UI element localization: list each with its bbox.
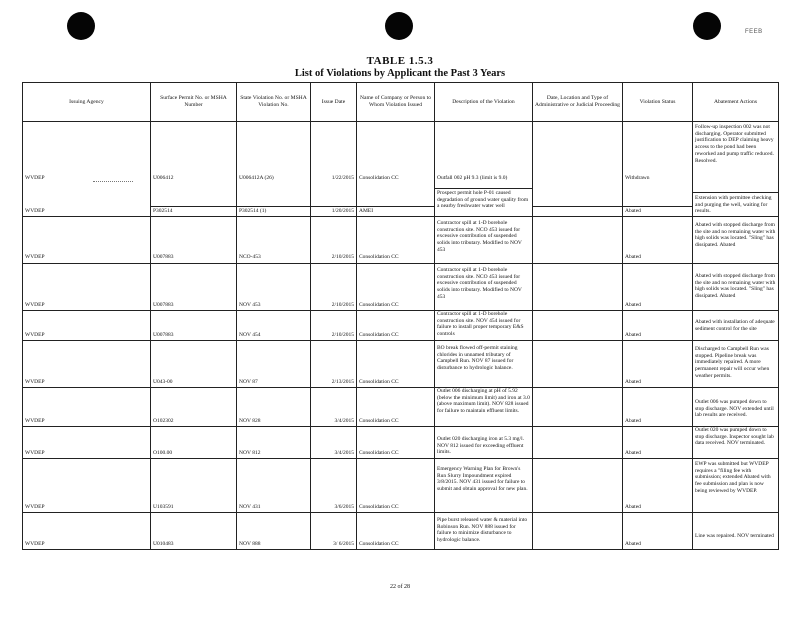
status-cell: [623, 388, 693, 427]
header-violation-number: State Violation No. or MSHA Violation No.: [237, 83, 311, 122]
table-row: [23, 459, 779, 513]
description-cell: [435, 217, 533, 264]
violations-table: [22, 82, 779, 550]
description-text: Contractor spill at 1-D borehole construction site. NCO 453 issued for excessive contribution of suspended solids into tributary. Modified to NOV 453: [437, 267, 522, 300]
status-cell: [623, 459, 693, 513]
punch-hole-right: [693, 12, 721, 40]
table-title: TABLE 1.5.3: [366, 55, 434, 67]
status-text: Abated: [625, 379, 641, 385]
company-cell: [357, 388, 435, 427]
violation-no-cell: [237, 122, 311, 217]
description-cell: [435, 264, 533, 311]
violation-no-cell: [237, 427, 311, 459]
agency-text: WVDEP: [25, 302, 45, 308]
company-cell: [357, 122, 435, 217]
company-cell: [357, 217, 435, 264]
date-cell: [311, 341, 357, 388]
abatement-cell: [693, 264, 779, 311]
date-cell: [311, 217, 357, 264]
proceeding-cell: [533, 459, 623, 513]
violation-no-text: NOV 87: [239, 379, 258, 385]
header-row: [23, 83, 779, 122]
permit-text: U006412: [153, 175, 174, 181]
abatement-text: Abated with stopped discharge from the site and no remaining water with high solids was located. "Sling" has dissipated. Abated: [695, 222, 776, 249]
header-abatement: Abatement Actions: [693, 83, 779, 122]
header-issue-date: Issue Date: [311, 83, 357, 122]
permit-cell: [151, 459, 237, 513]
date-cell: [311, 264, 357, 311]
abatement-text: Abated with installation of adequate sediment control for the site: [695, 319, 775, 332]
date-text: 3/4/2015: [334, 418, 354, 424]
agency-cell: [23, 341, 151, 388]
status-cell: [623, 264, 693, 311]
table-row: [23, 388, 779, 427]
agency-cell: [23, 388, 151, 427]
abatement-cell: [693, 311, 779, 341]
violation-no-text: NOV 454: [239, 332, 261, 338]
abatement-cell: [693, 341, 779, 388]
permit-text: U103591: [153, 504, 174, 510]
permit-cell: [151, 513, 237, 550]
status-cell: [623, 311, 693, 341]
abatement-cell: [693, 122, 779, 217]
status-cell: [623, 217, 693, 264]
agency-text: WVDEP: [25, 254, 45, 260]
agency-cell: [23, 459, 151, 513]
date-cell: [311, 311, 357, 341]
company-cell: [357, 459, 435, 513]
company-cell: [357, 513, 435, 550]
status-text: Abated: [625, 302, 641, 308]
status-cell: [623, 513, 693, 550]
agency-text: WVDEP: [25, 175, 45, 181]
status-cell: [623, 341, 693, 388]
company-text: Consolidation CC: [359, 302, 399, 308]
agency-cell: [23, 217, 151, 264]
description-cell: [435, 122, 533, 217]
company-text: Consolidation CC: [359, 418, 399, 424]
description-text: Outlet 006 discharging at pH of 5.92 (below the minimum limit) and iron at 3.0 (above maximum limit). NOV 828 issued for failure to maintain effluent limits.: [437, 388, 530, 415]
violation-no-cell: [237, 513, 311, 550]
violation-no-text: NOV 812: [239, 450, 261, 456]
violation-no-cell: [237, 341, 311, 388]
description-cell: [435, 311, 533, 341]
violation-no-text: NOV 888: [239, 541, 261, 547]
permit-cell: [151, 341, 237, 388]
agency-cell: [23, 427, 151, 459]
company-text: Consolidation CC: [359, 175, 399, 181]
date-cell: [311, 513, 357, 550]
violation-no-text: NOV 431: [239, 504, 261, 510]
agency-cell: [23, 311, 151, 341]
description-text: BO break flowed off-permit staining chlorides in unnamed tributary of Campbell Run. NOV 87 issued for disturbance to hydrologic balance.: [437, 345, 518, 372]
abatement-text: Follow-up inspection 002 was not discharging. Operator submitted justification to DEP claiming heavy access to the pond had been reworked and pump traffic reduced. Resolved.: [695, 124, 774, 164]
table-row: [23, 311, 779, 341]
violation-no-text: P302514 (1): [239, 208, 267, 214]
date-cell: [311, 122, 357, 217]
date-cell: [311, 427, 357, 459]
company-text: Consolidation CC: [359, 450, 399, 456]
date-text: 1/22/2015: [331, 175, 354, 181]
violation-no-text: NOV 828: [239, 418, 261, 424]
date-text: 1/20/2015: [331, 208, 354, 214]
company-text: AMEI: [359, 208, 374, 214]
status-cell: [623, 427, 693, 459]
abatement-text: Outlet 006 was pumped down to stop discharge. NOV extended until lab results are received.: [695, 399, 774, 419]
abatement-cell: [693, 217, 779, 264]
abatement-text: Extension with permittee checking and purging the well, waiting for results.: [695, 195, 772, 215]
abatement-text: Abated with stopped discharge from the site and no remaining water with high solids was located. "Sling" has dissipated. Abated: [695, 273, 776, 300]
violation-no-text: U006412A (26): [239, 175, 274, 181]
description-cell: [435, 427, 533, 459]
status-text: Abated: [625, 332, 641, 338]
proceeding-cell: [533, 217, 623, 264]
abatement-text: EWP was submitted but WVDEP requires a "filing fee with submission; extended Abated with fee submission and plan is now being reviewed by WVDEP.: [695, 461, 771, 494]
permit-text: U043-00: [153, 379, 173, 385]
proceeding-cell: [533, 264, 623, 311]
permit-text: P302514: [153, 208, 173, 214]
corner-mark: FEEB: [745, 29, 763, 35]
violation-no-cell: [237, 459, 311, 513]
status-text: Abated: [625, 504, 641, 510]
description-cell: [435, 388, 533, 427]
permit-cell: [151, 388, 237, 427]
table-row: [23, 427, 779, 459]
header-proceeding: Date, Location and Type of Administrative or Judicial Proceeding: [533, 83, 623, 122]
violation-no-cell: [237, 388, 311, 427]
agency-text: WVDEP: [25, 379, 45, 385]
proceeding-cell: [533, 341, 623, 388]
agency-text: WVDEP: [25, 450, 45, 456]
permit-text: U007883: [153, 254, 174, 260]
proceeding-cell: [533, 513, 623, 550]
company-cell: [357, 427, 435, 459]
date-cell: [311, 388, 357, 427]
description-text: Contractor spill at 1-D borehole construction site. NCO 453 issued for excessive contribution of suspended solids into tributary. Modified to NOV 453: [437, 220, 522, 253]
permit-cell: [151, 427, 237, 459]
violation-no-cell: [237, 264, 311, 311]
description-text: Outlet 020 discharging iron at 5.3 mg/l. NOV 812 issued for exceeding effluent limits.: [437, 436, 524, 456]
abatement-cell: [693, 427, 779, 459]
header-status: Violation Status: [623, 83, 693, 122]
table-row: [23, 341, 779, 388]
proceeding-cell: [533, 311, 623, 341]
date-text: 2/10/2015: [331, 254, 354, 260]
violation-no-text: NCO-453: [239, 254, 261, 260]
table-row: [23, 217, 779, 264]
page-number: 22 of 28: [390, 584, 410, 590]
company-text: Consolidation CC: [359, 379, 399, 385]
table-row: [23, 513, 779, 550]
permit-cell: [151, 311, 237, 341]
company-cell: [357, 311, 435, 341]
date-text: 2/10/2015: [331, 332, 354, 338]
date-text: 3/6/2015: [334, 504, 354, 510]
violation-no-text: NOV 453: [239, 302, 261, 308]
date-text: 2/13/2015: [331, 379, 354, 385]
status-text: Abated: [625, 254, 641, 260]
agency-text: WVDEP: [25, 418, 45, 424]
permit-text: O100.00: [153, 450, 173, 456]
description-text: Contractor spill at 1-D borehole construction site. NOV 454 issued for failure to install proper temporary E&S controls: [437, 311, 524, 338]
header-company: Name of Company or Person to Whom Violation Issued: [357, 83, 435, 122]
agency-text: WVDEP: [25, 541, 45, 547]
company-text: Consolidation CC: [359, 254, 399, 260]
description-cell: [435, 341, 533, 388]
table-row: [23, 264, 779, 311]
agency-cell: [23, 513, 151, 550]
company-text: Consolidation CC: [359, 541, 399, 547]
permit-cell: [151, 264, 237, 311]
description-text: Emergency Warning Plan for Brown's Run Slurry Impoundment expired 3/8/2015. NOV 431 issued for failure to submit and obtain approval for new plan.: [437, 466, 528, 493]
header-description: Description of the Violation: [435, 83, 533, 122]
date-text: 3/4/2015: [334, 450, 354, 456]
description-cell: [435, 459, 533, 513]
description-text: Prospect permit hole P-01 caused degradation of ground water quality from a nearby freshwater water well: [437, 190, 529, 210]
agency-text: WVDEP: [25, 504, 45, 510]
violation-no-cell: [237, 217, 311, 264]
permit-cell: [151, 122, 237, 217]
punch-hole-center: [385, 12, 413, 40]
agency-cell: [23, 264, 151, 311]
permit-cell: [151, 217, 237, 264]
proceeding-cell: [533, 427, 623, 459]
status-cell: [623, 122, 693, 217]
status-text: Abated: [625, 418, 641, 424]
header-issuing-agency: Issuing Agency: [23, 83, 151, 122]
date-text: 3/ 6/2015: [333, 541, 354, 547]
abatement-text: Outlet 020 was pumped down to stop discharge. Inspector sought lab data received. NOV terminated.: [695, 427, 774, 447]
abatement-cell: [693, 388, 779, 427]
table-subtitle: List of Violations by Applicant the Past 3 Years: [294, 68, 506, 79]
abatement-cell: [693, 513, 779, 550]
violation-no-cell: [237, 311, 311, 341]
proceeding-cell: [533, 388, 623, 427]
status-text: Abated: [625, 450, 641, 456]
company-text: Consolidation CC: [359, 504, 399, 510]
agency-text: WVDEP: [25, 208, 45, 214]
description-cell: [435, 513, 533, 550]
date-cell: [311, 459, 357, 513]
agency-cell: [23, 122, 151, 217]
punch-hole-left: [67, 12, 95, 40]
company-text: Consolidation CC: [359, 332, 399, 338]
date-text: 2/10/2015: [331, 302, 354, 308]
agency-text: WVDEP: [25, 332, 45, 338]
header-permit-number: Surface Permit No. or MSHA Number: [151, 83, 237, 122]
permit-text: U007883: [153, 332, 174, 338]
table-row: [23, 122, 779, 217]
status-text: Withdrawn: [625, 175, 650, 181]
permit-text: U010483: [153, 541, 174, 547]
status-text: Abated: [625, 208, 641, 214]
dotted-rule: [93, 181, 133, 182]
company-cell: [357, 341, 435, 388]
description-text: Outfall 002 pH 9.3 (limit is 9.0): [437, 175, 508, 181]
company-cell: [357, 264, 435, 311]
abatement-text: Discharged to Campbell Run was stopped. Pipeline break was immediately repaired. A more permanent repair will occur when weather permits.: [695, 346, 770, 379]
abatement-text: Line was repaired. NOV terminated: [695, 533, 774, 539]
permit-text: O102302: [153, 418, 174, 424]
abatement-cell: [693, 459, 779, 513]
description-text: Pipe burst released water & material into Robinson Run. NOV 888 issued for failure to minimize disturbance to hydrologic balance.: [437, 517, 528, 544]
permit-text: U007883: [153, 302, 174, 308]
status-text: Abated: [625, 541, 641, 547]
proceeding-cell: [533, 122, 623, 217]
